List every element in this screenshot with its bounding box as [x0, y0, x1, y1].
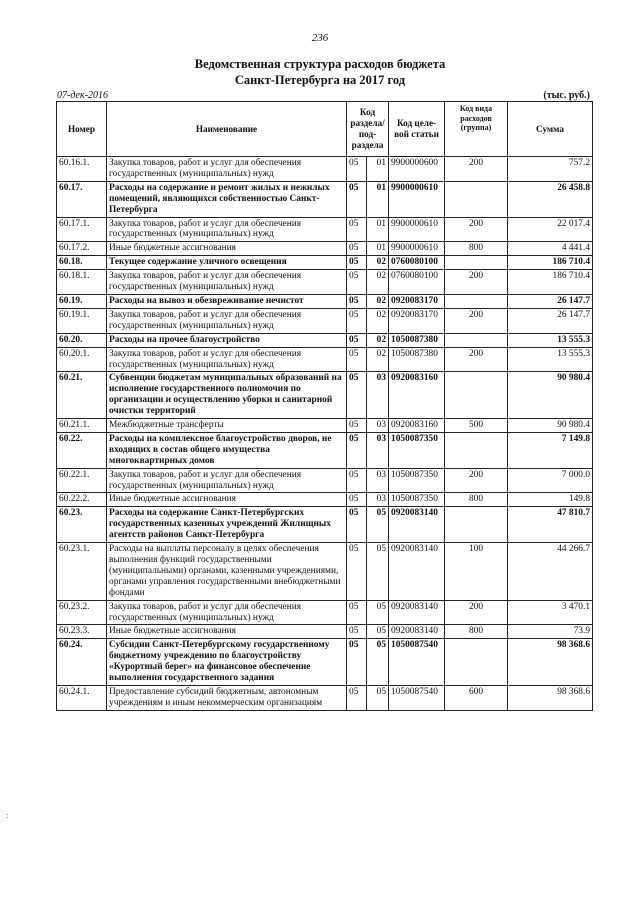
row-section-code: 05 — [347, 256, 367, 270]
row-article-code: 1050087350 — [389, 493, 445, 507]
row-number: 60.20. — [57, 333, 107, 347]
table-row — [57, 419, 593, 433]
row-sum: 13 555.3 — [508, 347, 593, 372]
table-row — [57, 432, 593, 468]
row-subsection-code: 03 — [367, 432, 389, 468]
title-line-1: Ведомственная структура расходов бюджета — [194, 57, 446, 71]
row-section-code: 05 — [347, 468, 367, 493]
row-name: Текущее содержание уличного освещения — [107, 256, 347, 270]
row-name: Субсидии Санкт-Петербургскому государственному бюджетному учреждению по благоустройству «Курортный берег» на финансовое обеспечение выполнения государственного задания — [107, 639, 347, 686]
header-number: Номер — [57, 102, 107, 157]
row-expense-type — [445, 507, 508, 543]
document-title — [0, 56, 640, 88]
row-name: Закупка товаров, работ и услуг для обеспечения государственных (муниципальных) нужд — [107, 600, 347, 625]
row-subsection-code: 05 — [367, 507, 389, 543]
header-expense-type: Код вида расходов (группа) — [445, 102, 508, 157]
row-section-code: 05 — [347, 157, 367, 182]
row-number: 60.24. — [57, 639, 107, 686]
row-name: Субвенции бюджетам муниципальных образований на исполнение государственного полномочия по организации и осуществлению уборки и санитарной очистки территорий — [107, 372, 347, 419]
row-section-code: 05 — [347, 493, 367, 507]
row-section-code: 05 — [347, 294, 367, 308]
row-expense-type — [445, 639, 508, 686]
row-expense-type: 200 — [445, 347, 508, 372]
table-row — [57, 625, 593, 639]
row-article-code: 0920083140 — [389, 600, 445, 625]
row-number: 60.21.1. — [57, 419, 107, 433]
row-section-code: 05 — [347, 600, 367, 625]
row-expense-type — [445, 256, 508, 270]
row-section-code: 05 — [347, 543, 367, 601]
header-article: Код целе- вой статьи — [389, 102, 445, 157]
row-number: 60.18. — [57, 256, 107, 270]
table-row — [57, 639, 593, 686]
table-row — [57, 507, 593, 543]
row-section-code: 05 — [347, 181, 367, 217]
row-name: Закупка товаров, работ и услуг для обеспечения государственных (муниципальных) нужд — [107, 270, 347, 295]
row-article-code: 1050087350 — [389, 468, 445, 493]
row-name: Иные бюджетные ассигнования — [107, 493, 347, 507]
table-row — [57, 493, 593, 507]
row-article-code: 0920083170 — [389, 308, 445, 333]
row-name: Иные бюджетные ассигнования — [107, 625, 347, 639]
row-number: 60.23. — [57, 507, 107, 543]
row-name: Закупка товаров, работ и услуг для обеспечения государственных (муниципальных) нужд — [107, 308, 347, 333]
row-sum: 26 458.8 — [508, 181, 593, 217]
row-sum: 4 441.4 — [508, 242, 593, 256]
row-subsection-code: 03 — [367, 372, 389, 419]
row-expense-type — [445, 294, 508, 308]
row-expense-type: 200 — [445, 270, 508, 295]
row-subsection-code: 02 — [367, 256, 389, 270]
margin-marks: : — [6, 811, 9, 820]
row-number: 60.23.3. — [57, 625, 107, 639]
row-sum: 90 980.4 — [508, 372, 593, 419]
row-subsection-code: 01 — [367, 217, 389, 242]
row-article-code: 1050087380 — [389, 333, 445, 347]
row-sum: 13 555.3 — [508, 333, 593, 347]
row-article-code: 9900000600 — [389, 157, 445, 182]
row-sum: 26 147.7 — [508, 308, 593, 333]
row-subsection-code: 01 — [367, 157, 389, 182]
table-row — [57, 543, 593, 601]
row-section-code: 05 — [347, 639, 367, 686]
row-name: Расходы на комплексное благоустройство дворов, не входящих в состав общего имущества многоквартирных домов — [107, 432, 347, 468]
header-name: Наименование — [107, 102, 347, 157]
row-sum: 26 147.7 — [508, 294, 593, 308]
title-line-2: Санкт-Петербурга на 2017 год — [234, 73, 406, 87]
row-number: 60.17. — [57, 181, 107, 217]
row-number: 60.24.1. — [57, 685, 107, 710]
row-name: Расходы на вывоз и обезвреживание нечистот — [107, 294, 347, 308]
header-section: Код раздела/ под- раздела — [347, 102, 389, 157]
row-section-code: 05 — [347, 625, 367, 639]
table-row — [57, 347, 593, 372]
row-name: Расходы на содержание и ремонт жилых и нежилых помещений, являющихся собственностью Санкт-Петербурга — [107, 181, 347, 217]
row-name: Расходы на содержание Санкт-Петербургских государственных казенных учреждений Жилищных агентств районов Санкт-Петербурга — [107, 507, 347, 543]
row-expense-type — [445, 181, 508, 217]
row-expense-type: 200 — [445, 308, 508, 333]
row-subsection-code: 02 — [367, 308, 389, 333]
row-subsection-code: 05 — [367, 600, 389, 625]
row-sum: 73.9 — [508, 625, 593, 639]
row-subsection-code: 02 — [367, 294, 389, 308]
row-number: 60.21. — [57, 372, 107, 419]
table-row — [57, 181, 593, 217]
table-body — [57, 157, 593, 711]
row-section-code: 05 — [347, 242, 367, 256]
table-row — [57, 600, 593, 625]
row-article-code: 1050087540 — [389, 685, 445, 710]
row-section-code: 05 — [347, 217, 367, 242]
row-subsection-code: 05 — [367, 685, 389, 710]
table-row — [57, 308, 593, 333]
row-article-code: 0920083140 — [389, 507, 445, 543]
row-expense-type — [445, 333, 508, 347]
row-expense-type: 800 — [445, 625, 508, 639]
row-subsection-code: 05 — [367, 639, 389, 686]
row-subsection-code: 02 — [367, 270, 389, 295]
row-article-code: 9900000610 — [389, 217, 445, 242]
table-row — [57, 294, 593, 308]
row-subsection-code: 02 — [367, 333, 389, 347]
row-expense-type: 200 — [445, 468, 508, 493]
row-number: 60.17.2. — [57, 242, 107, 256]
row-number: 60.16.1. — [57, 157, 107, 182]
row-name: Межбюджетные трансферты — [107, 419, 347, 433]
row-number: 60.23.2. — [57, 600, 107, 625]
row-article-code: 1050087380 — [389, 347, 445, 372]
table-row — [57, 372, 593, 419]
row-name: Закупка товаров, работ и услуг для обеспечения государственных (муниципальных) нужд — [107, 217, 347, 242]
row-expense-type — [445, 372, 508, 419]
row-number: 60.20.1. — [57, 347, 107, 372]
row-number: 60.22.2. — [57, 493, 107, 507]
row-sum: 7 149.8 — [508, 432, 593, 468]
row-sum: 186 710.4 — [508, 270, 593, 295]
row-sum: 149.8 — [508, 493, 593, 507]
row-subsection-code: 03 — [367, 493, 389, 507]
row-sum: 90 980.4 — [508, 419, 593, 433]
table-row — [57, 256, 593, 270]
row-sum: 22 017.4 — [508, 217, 593, 242]
row-subsection-code: 05 — [367, 543, 389, 601]
row-name: Закупка товаров, работ и услуг для обеспечения государственных (муниципальных) нужд — [107, 347, 347, 372]
row-article-code: 1050087350 — [389, 432, 445, 468]
row-number: 60.22. — [57, 432, 107, 468]
row-article-code: 0760080100 — [389, 256, 445, 270]
row-section-code: 05 — [347, 419, 367, 433]
row-section-code: 05 — [347, 372, 367, 419]
row-name: Предоставление субсидий бюджетным, автономным учреждениям и иным некоммерческим организациям — [107, 685, 347, 710]
row-section-code: 05 — [347, 347, 367, 372]
row-article-code: 0920083140 — [389, 625, 445, 639]
row-number: 60.19. — [57, 294, 107, 308]
table-row — [57, 468, 593, 493]
header-sum: Сумма — [508, 102, 593, 157]
row-subsection-code: 01 — [367, 242, 389, 256]
row-article-code: 0920083160 — [389, 419, 445, 433]
row-name: Закупка товаров, работ и услуг для обеспечения государственных (муниципальных) нужд — [107, 468, 347, 493]
row-name: Расходы на прочее благоустройство — [107, 333, 347, 347]
row-article-code: 0920083140 — [389, 543, 445, 601]
row-subsection-code: 03 — [367, 419, 389, 433]
row-sum: 98 368.6 — [508, 685, 593, 710]
row-section-code: 05 — [347, 308, 367, 333]
row-subsection-code: 03 — [367, 468, 389, 493]
table-row — [57, 157, 593, 182]
row-expense-type — [445, 432, 508, 468]
table-row — [57, 270, 593, 295]
row-sum: 98 368.6 — [508, 639, 593, 686]
table-header — [57, 102, 593, 157]
row-number: 60.23.1. — [57, 543, 107, 601]
row-article-code: 9900000610 — [389, 242, 445, 256]
table-row — [57, 217, 593, 242]
page-number: 236 — [311, 32, 329, 44]
row-expense-type: 800 — [445, 242, 508, 256]
row-article-code: 9900000610 — [389, 181, 445, 217]
row-number: 60.22.1. — [57, 468, 107, 493]
row-subsection-code: 05 — [367, 625, 389, 639]
row-sum: 757.2 — [508, 157, 593, 182]
row-section-code: 05 — [347, 507, 367, 543]
row-expense-type: 500 — [445, 419, 508, 433]
row-number: 60.19.1. — [57, 308, 107, 333]
row-number: 60.17.1. — [57, 217, 107, 242]
row-section-code: 05 — [347, 270, 367, 295]
row-expense-type: 200 — [445, 600, 508, 625]
row-sum: 47 810.7 — [508, 507, 593, 543]
row-section-code: 05 — [347, 432, 367, 468]
row-article-code: 0920083170 — [389, 294, 445, 308]
row-sum: 7 000.0 — [508, 468, 593, 493]
row-section-code: 05 — [347, 685, 367, 710]
row-section-code: 05 — [347, 333, 367, 347]
row-name: Расходы на выплаты персоналу в целях обеспечения выполнения функций государственными (муниципальными) органами, казенными учреждениями, органами управления государственными внебюджетными фондами — [107, 543, 347, 601]
row-expense-type: 100 — [445, 543, 508, 601]
document-date: 07-дек-2016 — [57, 90, 108, 101]
row-subsection-code: 01 — [367, 181, 389, 217]
units-label: (тыс. руб.) — [543, 90, 590, 101]
row-expense-type: 200 — [445, 217, 508, 242]
row-name: Закупка товаров, работ и услуг для обеспечения государственных (муниципальных) нужд — [107, 157, 347, 182]
row-sum: 44 266.7 — [508, 543, 593, 601]
row-expense-type: 800 — [445, 493, 508, 507]
row-number: 60.18.1. — [57, 270, 107, 295]
row-article-code: 0920083160 — [389, 372, 445, 419]
budget-table — [56, 101, 593, 711]
row-expense-type: 200 — [445, 157, 508, 182]
row-name: Иные бюджетные ассигнования — [107, 242, 347, 256]
row-subsection-code: 02 — [367, 347, 389, 372]
row-sum: 186 710.4 — [508, 256, 593, 270]
table-row — [57, 242, 593, 256]
row-expense-type: 600 — [445, 685, 508, 710]
table-row — [57, 685, 593, 710]
row-article-code: 0760080100 — [389, 270, 445, 295]
row-sum: 3 470.1 — [508, 600, 593, 625]
row-article-code: 1050087540 — [389, 639, 445, 686]
table-row — [57, 333, 593, 347]
